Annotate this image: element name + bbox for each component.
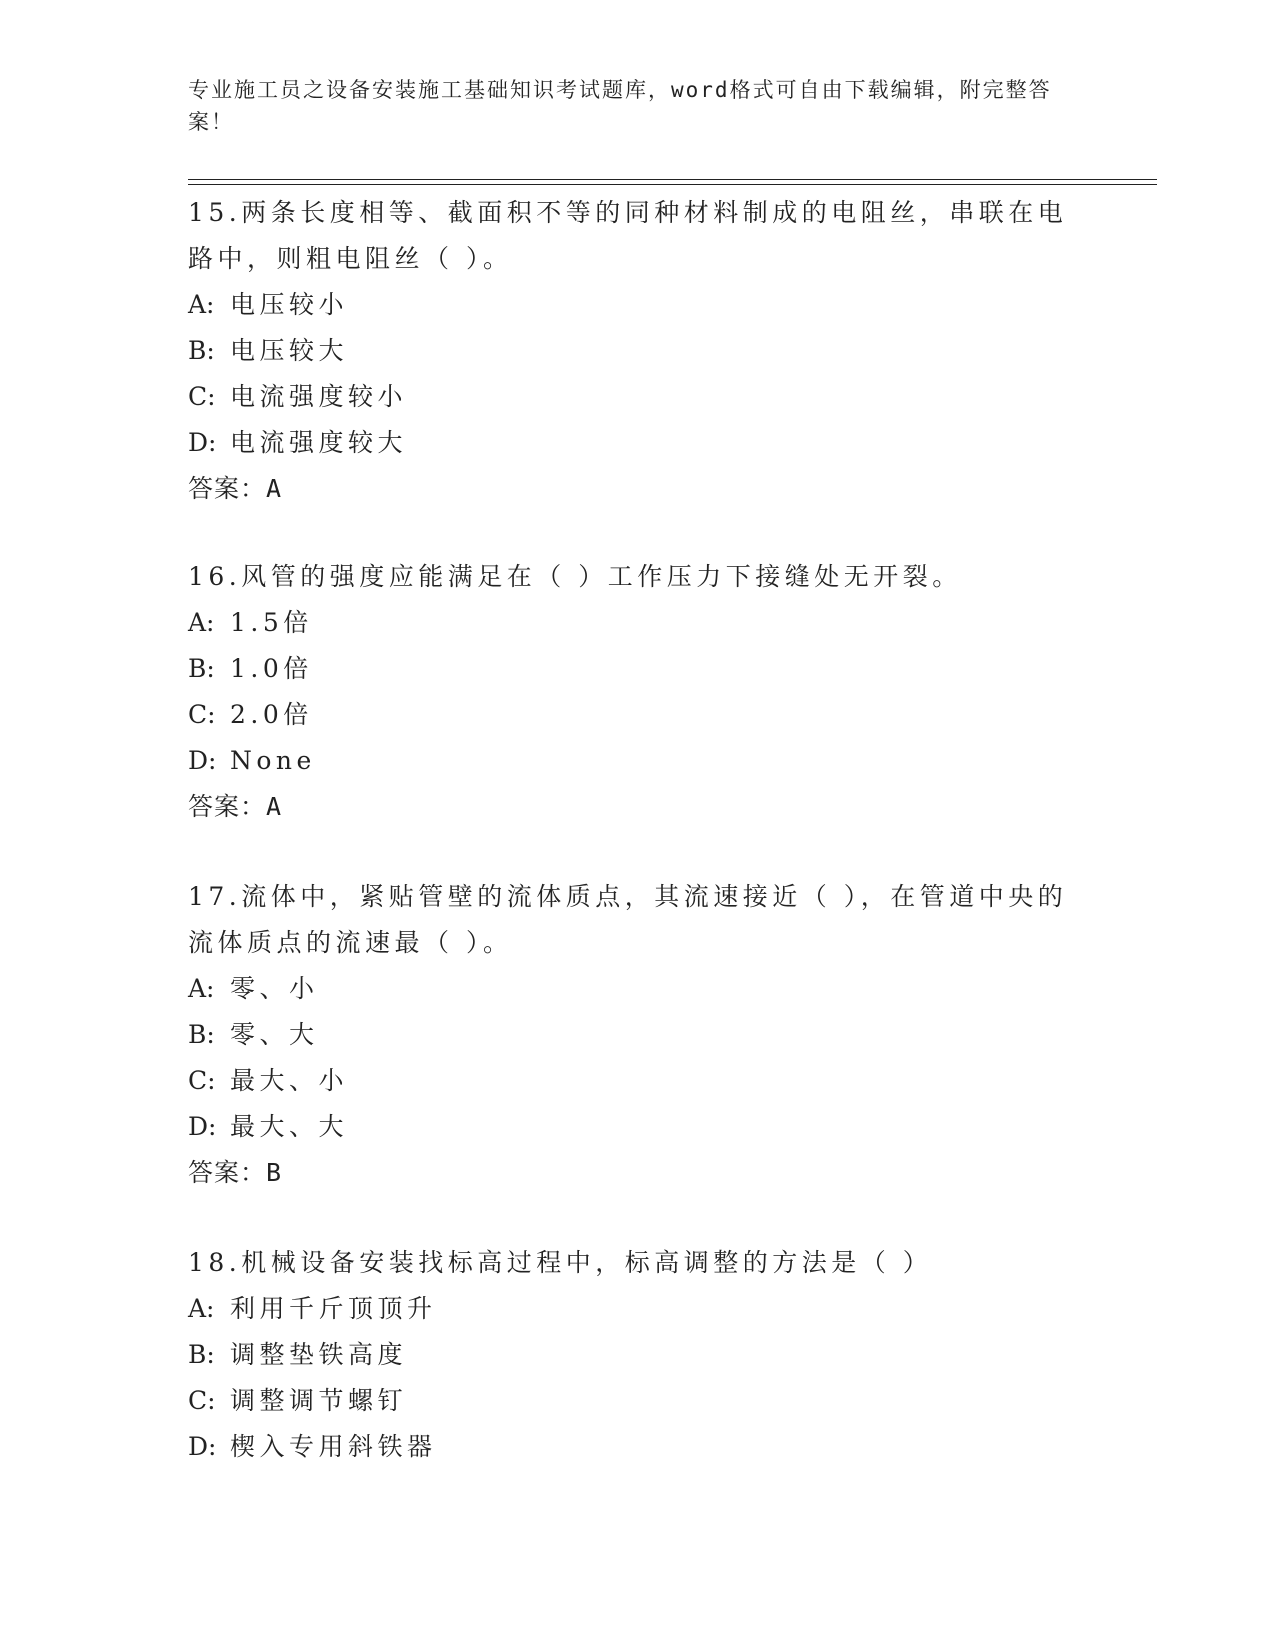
option-key: A: [188, 974, 215, 1003]
option-key: A: [188, 1294, 215, 1323]
option-text: 电压较大 [230, 336, 349, 365]
question-16 [188, 554, 1088, 830]
option-d [188, 1104, 1088, 1150]
option-c [188, 1058, 1088, 1104]
header-divider-top [188, 179, 1157, 180]
option-b [188, 1012, 1088, 1058]
option-key: C: [188, 382, 216, 411]
question-stem: 15.两条长度相等、截面积不等的同种材料制成的电阻丝，串联在电路中，则粗电阻丝（ ）。 [188, 198, 1068, 273]
option-text: 零、大 [230, 1020, 319, 1049]
option-c [188, 1378, 1088, 1424]
option-c [188, 374, 1088, 420]
option-key: D: [188, 428, 217, 457]
option-key: C: [188, 1066, 216, 1095]
answer: 答案：B [188, 1158, 283, 1187]
question-18 [188, 1240, 1088, 1470]
option-key: D: [188, 746, 217, 775]
option-d [188, 1424, 1088, 1470]
option-b [188, 646, 1088, 692]
option-key: A: [188, 608, 215, 637]
header-divider-bottom [188, 184, 1157, 185]
option-text: 零、小 [230, 974, 319, 1003]
question-17 [188, 874, 1088, 1196]
option-d [188, 738, 1088, 784]
option-key: B: [188, 654, 215, 683]
option-text: 电流强度较小 [230, 382, 408, 411]
answer: 答案：A [188, 792, 283, 821]
option-text: 调整调节螺钉 [230, 1386, 408, 1415]
answer: 答案：A [188, 474, 283, 503]
question-stem: 18.机械设备安装找标高过程中，标高调整的方法是（ ） [188, 1248, 933, 1277]
option-text: 利用千斤顶顶升 [230, 1294, 437, 1323]
option-b [188, 328, 1088, 374]
option-a [188, 600, 1088, 646]
option-key: D: [188, 1112, 217, 1141]
option-text: 最大、小 [230, 1066, 349, 1095]
option-b [188, 1332, 1088, 1378]
option-key: B: [188, 1020, 215, 1049]
question-stem: 17.流体中，紧贴管壁的流体质点，其流速接近（ ），在管道中央的流体质点的流速最（ ）。 [188, 882, 1068, 957]
document-header: 专业施工员之设备安装施工基础知识考试题库，word格式可自由下载编辑，附完整答案！ [188, 78, 1052, 134]
option-a [188, 966, 1088, 1012]
option-d [188, 420, 1088, 466]
option-a [188, 1286, 1088, 1332]
option-key: B: [188, 336, 215, 365]
option-text: 电流强度较大 [230, 428, 408, 457]
option-text: 1.0倍 [230, 654, 313, 683]
option-a [188, 282, 1088, 328]
option-key: D: [188, 1432, 217, 1461]
option-text: None [230, 746, 316, 775]
option-text: 调整垫铁高度 [230, 1340, 408, 1369]
option-text: 电压较小 [230, 290, 349, 319]
option-key: A: [188, 290, 215, 319]
question-15 [188, 190, 1088, 512]
question-stem: 16.风管的强度应能满足在（ ）工作压力下接缝处无开裂。 [188, 562, 962, 591]
option-text: 1.5倍 [230, 608, 313, 637]
option-text: 最大、大 [230, 1112, 349, 1141]
option-key: C: [188, 700, 216, 729]
option-key: C: [188, 1386, 216, 1415]
option-c [188, 692, 1088, 738]
option-text: 楔入专用斜铁器 [230, 1432, 437, 1461]
option-text: 2.0倍 [230, 700, 313, 729]
option-key: B: [188, 1340, 215, 1369]
